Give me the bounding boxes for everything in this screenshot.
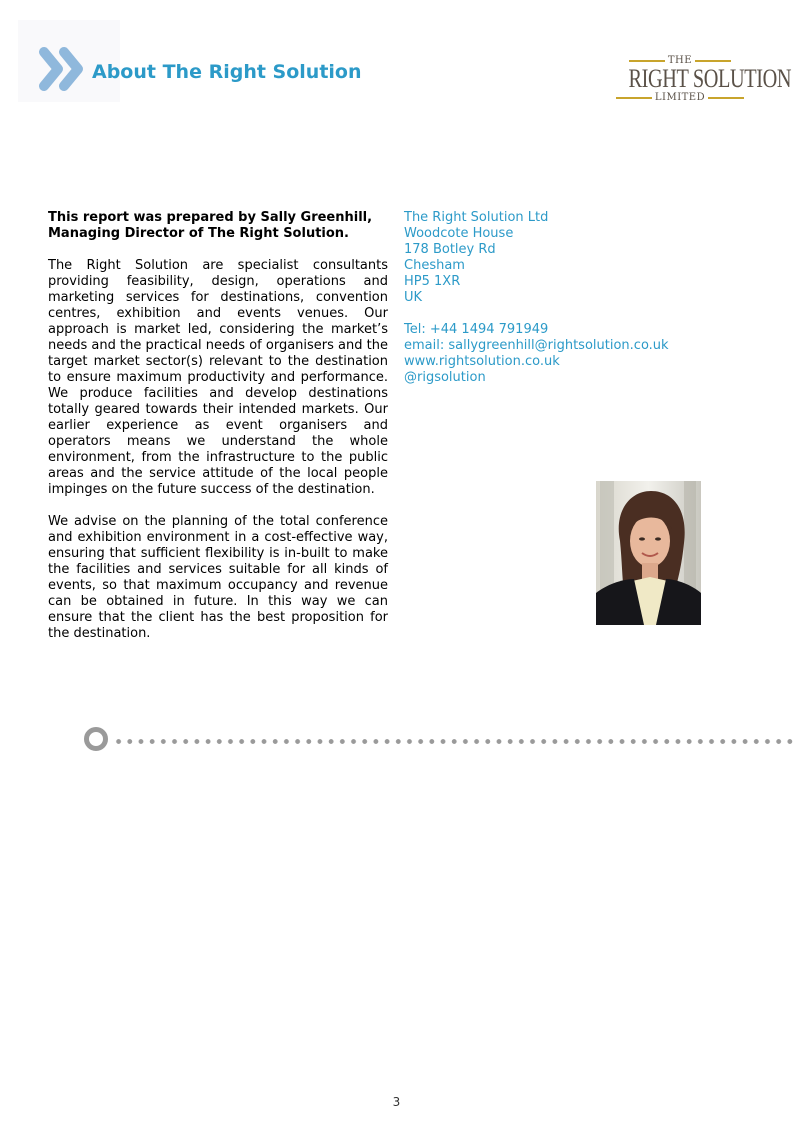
contact-block (404, 210, 764, 386)
page-number: 3 (392, 1095, 401, 1109)
bio-column (48, 210, 388, 658)
contact-company: The Right Solution Ltd (404, 210, 549, 225)
portrait-photo (596, 481, 701, 625)
bio-paragraph-2: We advise on the planning of the total conference and exhibition environment in a cost-effective way, ensuring that sufficient flexibility is in-built to make the facilities and services suitable for all kinds of events, so that maximum occupancy and revenue can be obtained in future. In this way we can ensure that the client has the best proposition for the destination. (48, 514, 388, 641)
logo-main-word: RIGHT SOLUTION (628, 64, 792, 93)
logo-top-word: THE (667, 55, 693, 66)
logo-bottom-line (614, 92, 746, 103)
contact-country: UK (404, 290, 423, 305)
bio-paragraph-1: The Right Solution are specialist consultants providing feasibility, design, operations and marketing services for destinations, convention centres, exhibition and events venues. Our approach is market led, considering the market’s needs and the practical needs of organisers and the target market sector(s) relevant to the destination to ensure maximum productivity and performance. We produce facilities and develop destinations totally geared towards their intended markets. Our earlier experience as event organisers and operators means we understand the whole environment, from the infrastructure to the public areas and the service attitude of the local people impinges on the future success of the destination. (48, 258, 388, 497)
contact-town: Chesham (404, 258, 465, 273)
double-chevron-right-icon (38, 46, 86, 92)
divider-ring-icon (84, 727, 108, 751)
company-logo (614, 55, 792, 111)
contact-building: Woodcote House (404, 226, 514, 241)
logo-rule-left (629, 60, 665, 62)
logo-rule-left-bottom (616, 97, 652, 99)
contact-twitter-link[interactable]: @rigsolution (404, 370, 486, 385)
contact-spacer (404, 306, 764, 322)
contact-email-link[interactable]: email: sallygreenhill@rightsolution.co.uk (404, 338, 669, 353)
contact-tel: Tel: +44 1494 791949 (404, 322, 549, 337)
bio-lead: This report was prepared by Sally Greenhill, Managing Director of The Right Solution. (48, 210, 373, 241)
portrait-illustration (596, 481, 701, 625)
logo-bottom-word: LIMITED (654, 92, 706, 103)
contact-street: 178 Botley Rd (404, 242, 496, 257)
contact-postcode: HP5 1XR (404, 274, 461, 289)
contact-website-link[interactable]: www.rightsolution.co.uk (404, 354, 560, 369)
divider-dotted-line (113, 739, 793, 744)
page-title: About The Right Solution (92, 61, 362, 83)
logo-rule-right-bottom (708, 97, 744, 99)
logo-rule-right (695, 60, 731, 62)
